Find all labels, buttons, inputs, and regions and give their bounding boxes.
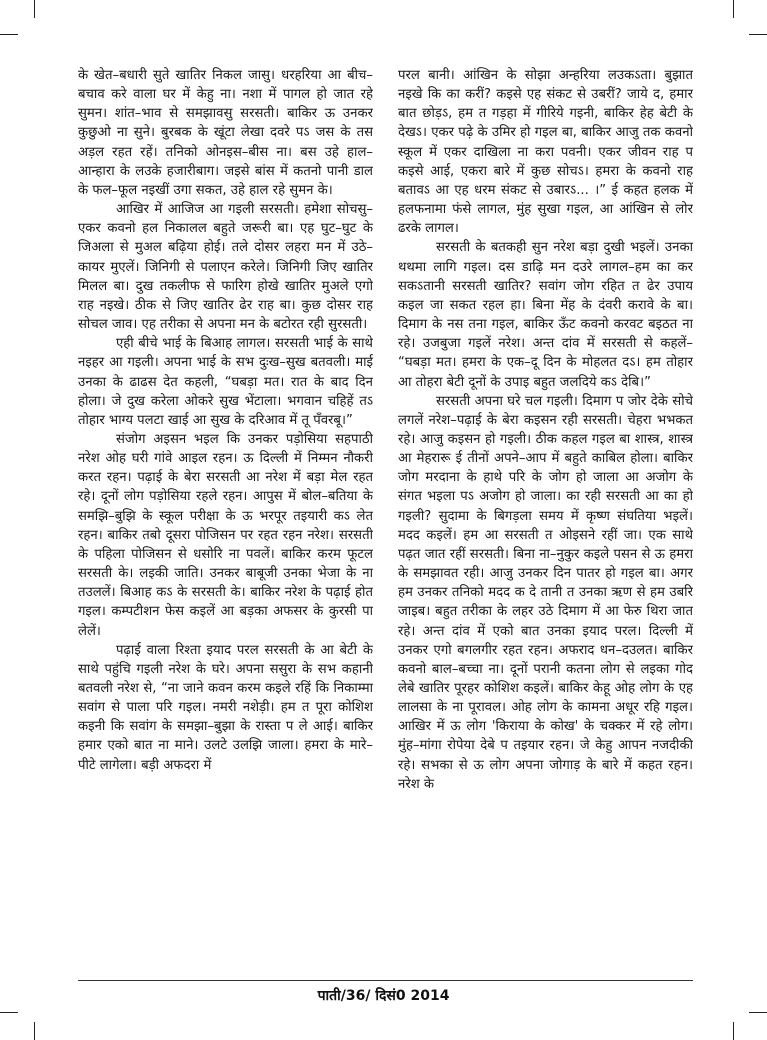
footer-rule xyxy=(78,980,693,981)
paragraph: सरसती अपना घरे चल गइली। दिमाग प जोर देके सोचे लगलें नरेश–पढ़ाई के बेरा कइसन रही सरसती। चेहरा भभकत रहे। आजु कइसन हो गइली। ठीक कहल गइल बा शास्त्र, शास्त्र आ मेहरारू ई तीनों अपने–आप में बहुते काबिल होला। बाकिर जोग मरदाना के हाथे परि के जोग हो जाला आ अजोग के संगत भइला पऽ अजोग हो जाला। का रही सरसती आ का हो गइली? सुदामा के बिगड़ला समय में कृष्ण संघतिया भइलें। मदद कइलें। हम आ सरसती त ओइसने रहीं जा। एक साथे पढ़त जात रहीं सरसती। बिना ना–नुकुर कइले पसन से ऊ हमरा के समझावत रही। आजु उनकर दिन पातर हो गइल बा। अगर हम उनकर तनिको मदद क दे तानी त उनका ऋण से हम उबरि जाइब। बहुत तरीका के लहर उठे दिमाग में आ फेरु थिरा जात रहे। अन्त दांव में एको बात उनका इयाद परल। दिल्ली में उनकर एगो बगलगीर रहत रहन। अफराद धन–दउलत। बाकिर कवनो बाल–बच्चा ना। दूनों परानी कतना लोग से लइका गोद लेबे खातिर पूरहर कोशिश कइलें। बाकिर केहू ओह लोग के एह लालसा के ना पूरावल। ओह लोग के कामना अधूर रहि गइल। आखिर में ऊ लोग 'किराया के कोख' के चक्कर में रहे लोग। मुंह–मांगा रोपेया देबे प तइयार रहन। जे केहु आपन नजदीकी रहे। सभका से ऊ लोग अपना जोगाड़ के बारे में कहत रहन। नरेश के xyxy=(398,393,693,792)
crop-mark xyxy=(749,1012,767,1013)
paragraph: परल बानी। आंखिन के सोझा अन्हरिया लउकऽता। बुझात नइखे कि का करीं? कइसे एह संकट से उबरीं? जाये द, हमार बात छोड़ऽ, हम त गड़हा में गीरिये गइनी, बाकिर हेह बेटी के देखऽ। एकर पढ़े के उमिर हो गइल बा, बाकिर आजु तक कवनो स्कूल में एकर दाखिला ना करा पवनी। एकर जीवन राह प कइसे आई, एकरा बारे में कुछ सोचऽ। हमरा के कवनो राह बतावऽ आ एह धरम संकट से उबारऽ... ।” ई कहत हलक में हलफनामा फंसे लागल, मुंह सुखा गइल, आ आंखिन से लोर ढरके लागल। xyxy=(398,68,693,237)
paragraph: एही बीचे भाई के बिआह लागल। सरसती भाई के साथे नइहर आ गइली। अपना भाई के सभ दुःख–सुख बतवली। माई उनका के ढाढस देत कहली, “घबड़ा मत। रात के बाद दिन होला। जे दुख करेला ओकरे सुख भेंटाला। भगवान चहिहें तऽ तोहार भाग्य पलटा खाई आ सुख के दरिआव में तू पँवरबू।” xyxy=(78,336,373,428)
article-right-column xyxy=(398,66,693,950)
article-left-column xyxy=(78,66,373,950)
paragraph: के खेत–बधारी सुते खातिर निकल जासु। धरहरिया आ बीच–बचाव करे वाला घर में केहु ना। नशा में पागल हो जात रहे सुमन। शांत–भाव से समझावसु सरसती। बाकिर ऊ उनकर कुछुओ ना सुने। बुरबक के खूंटा लेखा दवरे पऽ जस के तस अड़ल रहत रहें। तनिको ओनइस–बीस ना। बस उहे हाल– आन्हारा के लउके हजारीबाग। जइसे बांस में कतनो पानी डाल के फल–फूल नइखीं उगा सकत, उहे हाल रहे सुमन के। xyxy=(78,68,373,198)
crop-mark xyxy=(749,34,767,35)
crop-mark xyxy=(34,0,35,18)
paragraph: संजोग अइसन भइल कि उनकर पड़ोसिया सहपाठी नरेश ओह घरी गांवे आइल रहन। ऊ दिल्ली में निम्मन नौकरी करत रहन। पढ़ाई के बेरा सरसती आ नरेश में बड़ा मेल रहत रहे। दूनों लोग पड़ोसिया रहले रहन। आपुस में बोल–बतिया के समझि–बुझि के स्कूल परीक्षा के ऊ भरपूर तइयारी कऽ लेत रहन। बाकिर तबो दूसरा पोजिसन पर रहत रहन नरेश। सरसती के पहिला पोजिसन से धसोरि ना पवलें। बाकिर करम फूटल सरसती के। लइकी जाति। उनकर बाबूजी उनका भेजा के ना तउललें। बिआह कऽ के सरसती के। बाकिर नरेश के पढ़ाई होत गइल। कम्पटीशन फेस कइलें आ बड़का अफसर के कुरसी पा लेलें। xyxy=(78,431,373,639)
page-footer: पाती/36/ दिसं0 2014 xyxy=(317,988,450,1004)
paragraph: पढ़ाई वाला रिश्ता इयाद परल सरसती के आ बेटी के साथे पहुंचि गइली नरेश के घरे। अपना ससुरा के सभ कहानी बतवली नरेश से, “ना जाने कवन करम कइले रहिं कि निकाम्मा सवांग से पाला परि गइल। नमरी नशेड़ी। हम त पूरा कोशिश कइनी कि सवांग के समझा–बुझा के रास्ता प ले आई। बाकिर हमार एको बात ना माने। उलटे उलझि जाला। हमरा के मारे–पीटे लागेला। बड़ी अफदरा में xyxy=(78,642,373,773)
crop-mark xyxy=(0,34,18,35)
paragraph: आखिर में आजिज आ गइली सरसती। हमेशा सोचसु– एकर कवनो हल निकालल बहुते जरूरी बा। एह घुट–घुट के जिअला से मुअल बढ़िया होई। तले दोसर लहरा मन में उठे–कायर मुएलें। जिनिगी से पलाएन करेले। जिनिगी जिए खातिर मिलल बा। दुख तकलीफ से फारिग होखे खातिर मुअले एगो राह नइखे। ठीक से जिए खातिर ढेर राह बा। कुछ दोसर राह सोचल जाव। एह तरीका से अपना मन के बटोरत रही सुरसती। xyxy=(78,202,373,333)
crop-mark xyxy=(0,1012,18,1013)
paragraph: सरसती के बतकही सुन नरेश बड़ा दुखी भइलें। उनका थथमा लागि गइल। दस डाढ़ि मन दउरे लागल–हम का कर सकऽतानी सरसती खातिर? सवांग जोग रहित त ढेर उपाय कइल जा सकत रहल हा। बिना मेंह के दंवरी करावे के बा। दिमाग के नस तना गइल, बाकिर ऊँट कवनो करवट बइठत ना रहे। उजबुजा गइलें नरेश। अन्त दांव में सरसती से कहलें– “घबड़ा मत। हमरा के एक–दू दिन के मोहलत दऽ। हम तोहार आ तोहरा बेटी दूनों के उपाइ बहुत जलदिये कऽ देबि।” xyxy=(398,240,693,390)
crop-mark xyxy=(733,0,734,18)
crop-mark xyxy=(733,1022,734,1040)
crop-mark xyxy=(34,1022,35,1040)
